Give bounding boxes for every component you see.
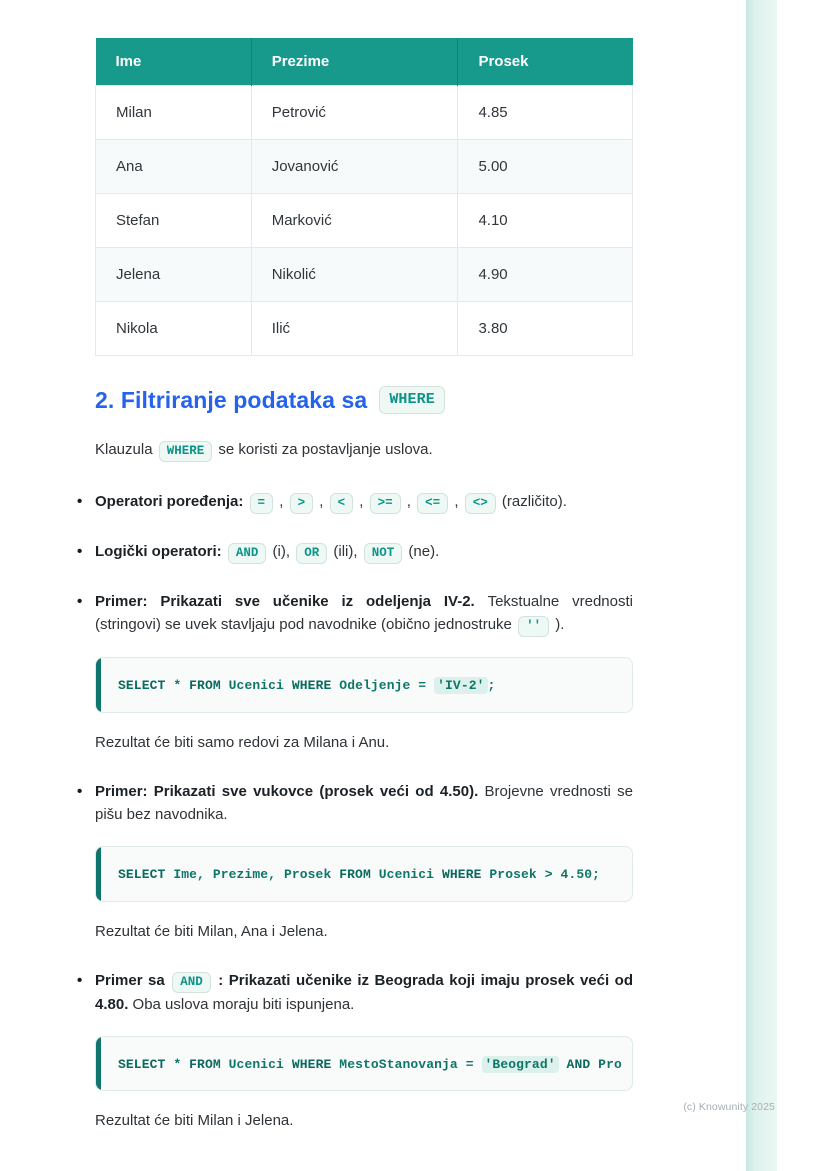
inline-code-badge: AND <box>228 543 267 564</box>
content-area <box>95 38 633 1159</box>
sql-keyword: FROM <box>339 867 371 883</box>
table-header-row <box>96 38 633 86</box>
bullet-plain-text: (i), <box>268 543 295 560</box>
where-heading-code-badge: WHERE <box>379 386 445 414</box>
result-text: Rezultat će biti Milan, Ana i Jelena. <box>95 922 328 940</box>
intro-text-pre: Klauzula <box>95 441 157 458</box>
sql-text: Ucenici <box>220 1057 292 1072</box>
sql-keyword: SELECT <box>118 867 166 883</box>
intro-paragraph <box>95 438 633 462</box>
students-table <box>95 38 633 356</box>
table-cell: Marković <box>251 194 458 248</box>
sql-text: Pro <box>590 1057 622 1072</box>
sql-keyword: WHERE <box>291 678 332 694</box>
sql-keyword: SELECT <box>118 678 166 694</box>
bullet-plain-text: , <box>402 493 416 510</box>
bullet-plain-text: (ne). <box>404 543 440 560</box>
sql-text: Ime, Prezime, Prosek <box>165 867 340 883</box>
bullet-paragraph <box>95 490 633 514</box>
right-accent-strip <box>746 0 777 1171</box>
sql-text: Odeljenje = <box>331 678 435 694</box>
table-head <box>96 38 633 86</box>
bullet-paragraph <box>95 780 633 827</box>
sql-keyword: FROM <box>189 1057 221 1072</box>
section-heading <box>95 386 633 414</box>
table-cell: 4.10 <box>458 194 633 248</box>
bullet-plain-text: Tekstualne vrednosti (stringovi) se uvek stavljaju pod navodnike (obično jednostruke <box>95 593 633 634</box>
table-row <box>96 194 633 248</box>
table-cell: Jelena <box>96 248 252 302</box>
table-header-prosek: Prosek <box>458 38 633 86</box>
table-row <box>96 86 633 140</box>
sql-code-block <box>95 1036 633 1091</box>
table-cell: Stefan <box>96 194 252 248</box>
bullet-list <box>95 490 633 1133</box>
sql-text: ; <box>487 678 496 694</box>
bullet-bold-text: Operatori poređenja: <box>95 493 248 510</box>
table-cell: Nikolić <box>251 248 458 302</box>
inline-code-badge: <= <box>417 493 448 514</box>
bullet-bold-text: Primer: Prikazati sve vukovce (prosek veći od 4.50). <box>95 782 485 800</box>
inline-code-badge: OR <box>296 543 327 564</box>
sql-keyword: SELECT <box>118 1057 166 1072</box>
sql-text: MestoStanovanja = <box>331 1057 482 1072</box>
sql-text: Ucenici <box>370 867 442 883</box>
bullet-item <box>95 590 633 754</box>
table-cell: Jovanović <box>251 140 458 194</box>
sql-text: Ucenici <box>220 678 292 694</box>
bullet-plain-text: ). <box>551 616 565 634</box>
bullet-paragraph <box>95 969 633 1016</box>
table-cell: Milan <box>96 86 252 140</box>
table-cell: Nikola <box>96 302 252 356</box>
bullet-item <box>95 490 633 514</box>
sql-keyword: WHERE <box>441 867 482 883</box>
bullet-item <box>95 969 633 1133</box>
inline-code-badge: <> <box>465 493 496 514</box>
bullet-plain-text: Brojevne vrednosti se pišu bez navodnika. <box>95 782 634 823</box>
table-header-ime: Ime <box>96 38 252 86</box>
table-cell: 3.80 <box>458 302 633 356</box>
table-row <box>96 140 633 194</box>
sql-string: 'IV-2' <box>434 677 487 694</box>
bullet-plain-text: (različito). <box>497 493 567 510</box>
table-row <box>96 248 633 302</box>
inline-code-badge: NOT <box>364 543 403 564</box>
table-cell: Petrović <box>251 86 458 140</box>
bullet-plain-text: (ili), <box>329 543 362 560</box>
table-row <box>96 302 633 356</box>
bullet-plain-text: , <box>450 493 463 510</box>
bullet-item <box>95 540 633 564</box>
sql-code-line <box>118 867 600 882</box>
bullet-bold-text: Primer sa <box>95 971 171 989</box>
result-text: Rezultat će biti samo redovi za Milana i Anu. <box>95 733 390 751</box>
sql-keyword: AND <box>566 1057 591 1072</box>
sql-code-line <box>118 1056 622 1073</box>
inline-code-badge: < <box>330 493 354 514</box>
table-cell: Ana <box>96 140 252 194</box>
table-cell: 4.90 <box>458 248 633 302</box>
bullet-plain-text: , <box>275 493 288 510</box>
table-cell: 5.00 <box>458 140 633 194</box>
sql-text: * <box>165 1057 190 1072</box>
inline-code-badge: = <box>250 493 274 514</box>
sql-string: 'Beograd' <box>482 1056 559 1073</box>
table-body <box>96 86 633 356</box>
sql-code-block <box>95 846 633 901</box>
table-header-prezime: Prezime <box>251 38 458 86</box>
bullet-plain-text: Oba uslova moraju biti ispunjena. <box>132 995 355 1013</box>
bullet-bold-text: : Prikazati učenike iz Beograda koji imaju prosek veći od 4.80. <box>95 971 633 1013</box>
inline-code-badge: AND <box>172 972 211 993</box>
where-inline-code-badge: WHERE <box>159 441 213 462</box>
inline-code-badge: '' <box>518 616 549 637</box>
sql-keyword: FROM <box>189 678 221 694</box>
bullet-paragraph <box>95 590 633 637</box>
bullet-item <box>95 780 633 943</box>
bullet-bold-text: Primer: Prikazati sve učenike iz odeljenja IV-2. <box>95 593 488 610</box>
bullet-plain-text: , <box>315 493 328 510</box>
bullet-plain-text: , <box>355 493 368 510</box>
sql-text: Prosek > 4.50; <box>481 867 601 883</box>
sql-text: * <box>165 678 190 694</box>
table-cell: Ilić <box>251 302 458 356</box>
bullet-paragraph <box>95 540 633 564</box>
sql-text <box>559 1057 567 1072</box>
inline-code-badge: > <box>290 493 314 514</box>
section-heading-text: 2. Filtriranje podataka sa <box>95 386 368 413</box>
intro-text-post: se koristi za postavljanje uslova. <box>214 441 433 458</box>
sql-code-line <box>118 677 495 694</box>
sql-code-block <box>95 657 633 712</box>
inline-code-badge: >= <box>370 493 401 514</box>
copyright-watermark: (c) Knowunity 2025 <box>683 1101 775 1113</box>
result-text: Rezultat će biti Milan i Jelena. <box>95 1112 294 1130</box>
table-cell: 4.85 <box>458 86 633 140</box>
bullet-bold-text: Logički operatori: <box>95 543 226 560</box>
sql-keyword: WHERE <box>291 1057 332 1072</box>
